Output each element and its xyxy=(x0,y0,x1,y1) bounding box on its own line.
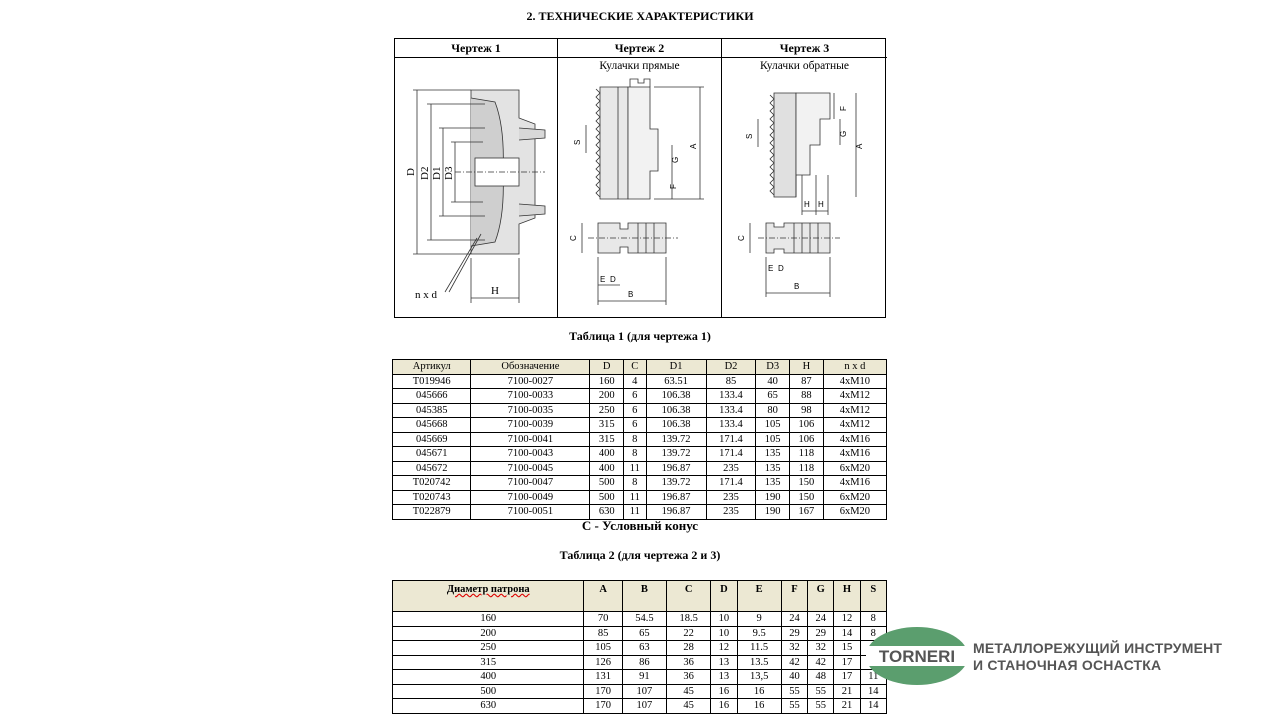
table1-header-cell: D1 xyxy=(646,360,706,375)
table2-cell: 42 xyxy=(781,655,807,670)
table1-cell: 190 xyxy=(756,490,790,505)
table1-cell: 400 xyxy=(590,461,624,476)
table2-cell: 107 xyxy=(622,684,666,699)
table1-cell: 160 xyxy=(590,374,624,389)
table1-cell: 106 xyxy=(790,432,824,447)
table1-cell: 11 xyxy=(624,505,646,520)
table2-cell: 13,5 xyxy=(737,670,781,685)
drawing-1-cell xyxy=(395,39,558,317)
table1-row xyxy=(393,490,887,505)
table2-cell: 29 xyxy=(808,626,834,641)
table2-cell: 400 xyxy=(393,670,584,685)
table1-cell: 106 xyxy=(790,418,824,433)
table1-cell: 500 xyxy=(590,490,624,505)
drawing-1-chuck-diagram xyxy=(395,58,557,318)
label-H: H xyxy=(491,285,499,297)
label-C3: C xyxy=(737,235,746,241)
table2-cell: 36 xyxy=(667,655,711,670)
drawing-2-jaw-diagram xyxy=(558,75,721,317)
table2-row xyxy=(393,612,887,627)
table1-cell: 196.87 xyxy=(646,505,706,520)
table1-cell: 200 xyxy=(590,389,624,404)
torneri-logo xyxy=(866,627,968,685)
table1-cell: 135 xyxy=(756,447,790,462)
table2-cell: 32 xyxy=(781,641,807,656)
table1-header-cell: n x d xyxy=(823,360,886,375)
table2-cell: 9 xyxy=(737,612,781,627)
table2-cell: 17 xyxy=(834,670,860,685)
table1-cell: 4xM12 xyxy=(823,403,886,418)
label-F: F xyxy=(669,184,678,189)
table1-cell: 171.4 xyxy=(706,476,756,491)
table2-cell: 15 xyxy=(834,641,860,656)
label-B: B xyxy=(628,290,634,299)
table1-cell: 40 xyxy=(756,374,790,389)
table1-cell: 4xM12 xyxy=(823,418,886,433)
label-D: D xyxy=(405,168,417,176)
table2-cell: 36 xyxy=(667,670,711,685)
table2-cell: 14 xyxy=(860,684,886,699)
table2-cell: 48 xyxy=(808,670,834,685)
table2-cell: 91 xyxy=(622,670,666,685)
label-E: E xyxy=(600,275,606,284)
table2-cell: 10 xyxy=(711,612,737,627)
table1-row xyxy=(393,403,887,418)
table1-cell: 118 xyxy=(790,447,824,462)
table1-cell: 4xM16 xyxy=(823,447,886,462)
table1-cell: 105 xyxy=(756,418,790,433)
table1-cell: 135 xyxy=(756,476,790,491)
table1-cell: 045672 xyxy=(393,461,471,476)
table1-cell: 80 xyxy=(756,403,790,418)
table1-cell: 045669 xyxy=(393,432,471,447)
table2-cell: 9.5 xyxy=(737,626,781,641)
section-title: 2. ТЕХНИЧЕСКИЕ ХАРАКТЕРИСТИКИ xyxy=(526,9,754,23)
table1-cell: 63.51 xyxy=(646,374,706,389)
table1-cell: 106.38 xyxy=(646,389,706,404)
table2-cell: 24 xyxy=(781,612,807,627)
label-A: A xyxy=(689,143,698,149)
table2-cell: 55 xyxy=(808,699,834,714)
table2-cell: 8 xyxy=(860,612,886,627)
table2-cell: 126 xyxy=(584,655,622,670)
table1-cell: T020743 xyxy=(393,490,471,505)
table1-header-cell: C xyxy=(624,360,646,375)
table1-cell: 7100-0027 xyxy=(471,374,590,389)
table1-cell: 400 xyxy=(590,447,624,462)
table1-cell: 6xM20 xyxy=(823,461,886,476)
label-C: C xyxy=(569,235,578,241)
logo-text: TORNERI xyxy=(878,647,956,666)
table1-row xyxy=(393,447,887,462)
table2-cell: 32 xyxy=(808,641,834,656)
table2-cell: 40 xyxy=(781,670,807,685)
table1-cell: 235 xyxy=(706,505,756,520)
drawing-3-jaw-diagram xyxy=(722,75,886,317)
table2-cell: 14 xyxy=(860,699,886,714)
table2-cell: 21 xyxy=(834,684,860,699)
table2-header-cell: C xyxy=(667,581,711,612)
table2-cell: 55 xyxy=(808,684,834,699)
table1-cell: 500 xyxy=(590,476,624,491)
drawing-2-subtitle: Кулачки прямые xyxy=(599,60,680,72)
table1-cell: 630 xyxy=(590,505,624,520)
label-F3: F xyxy=(839,106,848,111)
table2-cell: 55 xyxy=(781,684,807,699)
table1-body xyxy=(393,374,887,519)
table1-cell: 196.87 xyxy=(646,461,706,476)
table1-cell: 171.4 xyxy=(706,432,756,447)
table2-cell: 29 xyxy=(781,626,807,641)
table1-cell: 106.38 xyxy=(646,403,706,418)
table2-row xyxy=(393,626,887,641)
table1-cell: 315 xyxy=(590,432,624,447)
table1-cell: 7100-0049 xyxy=(471,490,590,505)
brand-tagline xyxy=(973,640,1222,674)
table1-cell: 6 xyxy=(624,418,646,433)
table1-cell: 11 xyxy=(624,490,646,505)
table1-cell: 045666 xyxy=(393,389,471,404)
table2-cell: 16 xyxy=(737,684,781,699)
drawing-2-cell xyxy=(558,39,722,317)
label-A3: A xyxy=(855,143,864,149)
table2-cell: 42 xyxy=(808,655,834,670)
cone-note: С - Условный конус xyxy=(581,518,699,533)
table1-header-cell: D3 xyxy=(756,360,790,375)
drawing-3-subtitle: Кулачки обратные xyxy=(759,60,849,72)
table2-cell: 65 xyxy=(622,626,666,641)
label-D3: D3 xyxy=(443,166,455,180)
table1-cell: 4xM16 xyxy=(823,476,886,491)
table1-cell: 171.4 xyxy=(706,447,756,462)
table2-cell: 86 xyxy=(622,655,666,670)
table2-header-cell: G xyxy=(808,581,834,612)
table1-cell: 196.87 xyxy=(646,490,706,505)
label-D-jaw: D xyxy=(610,275,616,284)
drawing-2-title: Чертеж 2 xyxy=(558,39,721,58)
table2-cell: 8 xyxy=(860,626,886,641)
table1-cell: 7100-0043 xyxy=(471,447,590,462)
table2-cell: 160 xyxy=(393,612,584,627)
table2-cell: 13 xyxy=(711,655,737,670)
table1-cell: T022879 xyxy=(393,505,471,520)
table1-cell: 4xM12 xyxy=(823,389,886,404)
table2-header-cell: F xyxy=(781,581,807,612)
table1-cell: 235 xyxy=(706,490,756,505)
table2-cell: 63 xyxy=(622,641,666,656)
table1-cell: 250 xyxy=(590,403,624,418)
table2-cell: 54.5 xyxy=(622,612,666,627)
label-D2: D2 xyxy=(419,166,431,180)
table1-cell: 190 xyxy=(756,505,790,520)
table2-row xyxy=(393,641,887,656)
table1-header-cell: D xyxy=(590,360,624,375)
label-S: S xyxy=(573,139,582,145)
table1-header-row xyxy=(393,360,887,375)
label-B3: B xyxy=(794,282,800,291)
table1-cell: 6 xyxy=(624,403,646,418)
table1-cell: 133.4 xyxy=(706,389,756,404)
table1-cell: 235 xyxy=(706,461,756,476)
table2-cell: 70 xyxy=(584,612,622,627)
table1-row xyxy=(393,476,887,491)
table2-row xyxy=(393,655,887,670)
label-H3b: H xyxy=(818,200,824,209)
table1-cell: T020742 xyxy=(393,476,471,491)
label-S3: S xyxy=(745,133,754,139)
table1-cell: 98 xyxy=(790,403,824,418)
table1-cell: 133.4 xyxy=(706,418,756,433)
table1-row xyxy=(393,461,887,476)
table1-cell: 8 xyxy=(624,476,646,491)
table2-cell: 85 xyxy=(584,626,622,641)
table1-cell: 7100-0045 xyxy=(471,461,590,476)
table2-header-cell: B xyxy=(622,581,666,612)
table2-cell: 131 xyxy=(584,670,622,685)
table2-cell: 21 xyxy=(834,699,860,714)
table1-cell: 150 xyxy=(790,476,824,491)
drawings-table xyxy=(394,38,886,318)
table2-cell: 11 xyxy=(860,670,886,685)
table2-cell: 170 xyxy=(584,684,622,699)
table2-cell: 10 xyxy=(711,626,737,641)
table2-cell: 315 xyxy=(393,655,584,670)
table1-header-cell: H xyxy=(790,360,824,375)
table1-cell: 139.72 xyxy=(646,432,706,447)
table2-cell: 13.5 xyxy=(737,655,781,670)
table1-cell: 11 xyxy=(624,461,646,476)
table2-cell: 45 xyxy=(667,699,711,714)
table2-cell: 55 xyxy=(781,699,807,714)
table1-cell: 135 xyxy=(756,461,790,476)
drawing-3-cell xyxy=(722,39,887,317)
table1-cell: 045668 xyxy=(393,418,471,433)
table1-cell: 4 xyxy=(624,374,646,389)
table1-cell: 6xM20 xyxy=(823,490,886,505)
table2-body xyxy=(393,612,887,714)
label-G3: G xyxy=(839,130,848,137)
label-nxd: n x d xyxy=(415,289,437,301)
table2-cell: 12 xyxy=(834,612,860,627)
table1-cell: 7100-0039 xyxy=(471,418,590,433)
table1-cell: 167 xyxy=(790,505,824,520)
table1-header-cell: Обозначение xyxy=(471,360,590,375)
table1-cell: 139.72 xyxy=(646,447,706,462)
table2-header-cell: H xyxy=(834,581,860,612)
table1-cell: 150 xyxy=(790,490,824,505)
table2-cell: 12 xyxy=(711,641,737,656)
table2-cell: 170 xyxy=(584,699,622,714)
brand-line-2: И СТАНОЧНАЯ ОСНАСТКА xyxy=(973,657,1162,673)
table1-cell: 4xM16 xyxy=(823,432,886,447)
table1-cell: 045671 xyxy=(393,447,471,462)
table2-cell: 11.5 xyxy=(737,641,781,656)
table2-cell: 17 xyxy=(834,655,860,670)
table2-cell: 18.5 xyxy=(667,612,711,627)
table2-header-cell: D xyxy=(711,581,737,612)
label-H3a: H xyxy=(804,200,810,209)
label-G: G xyxy=(671,156,680,163)
table2-header-cell: A xyxy=(584,581,622,612)
table1 xyxy=(392,359,887,520)
table2-cell: 630 xyxy=(393,699,584,714)
table2-row xyxy=(393,699,887,714)
table2-cell: 200 xyxy=(393,626,584,641)
table1-caption: Таблица 1 (для чертежа 1) xyxy=(569,329,711,343)
table1-cell: 7100-0041 xyxy=(471,432,590,447)
table2-header-cell: Диаметр патрона xyxy=(393,581,584,612)
table2-cell: 250 xyxy=(393,641,584,656)
brand-line-1: МЕТАЛЛОРЕЖУЩИЙ ИНСТРУМЕНТ xyxy=(973,640,1223,656)
table1-cell: 045385 xyxy=(393,403,471,418)
table2-row xyxy=(393,670,887,685)
table1-cell: 8 xyxy=(624,447,646,462)
table2-cell: 22 xyxy=(667,626,711,641)
table1-cell: 7100-0047 xyxy=(471,476,590,491)
table2-caption: Таблица 2 (для чертежа 2 и 3) xyxy=(559,548,721,562)
table1-cell: 87 xyxy=(790,374,824,389)
table1-row xyxy=(393,505,887,520)
table2-header-cell: E xyxy=(737,581,781,612)
table1-cell: 65 xyxy=(756,389,790,404)
table2-row xyxy=(393,684,887,699)
table2-cell: 105 xyxy=(584,641,622,656)
table1-cell: T019946 xyxy=(393,374,471,389)
table1-row xyxy=(393,432,887,447)
label-D1: D1 xyxy=(431,166,443,180)
table1-cell: 88 xyxy=(790,389,824,404)
table2-cell: 107 xyxy=(622,699,666,714)
table2-cell: 500 xyxy=(393,684,584,699)
table2-header-row xyxy=(393,581,887,612)
table2-cell: 13 xyxy=(711,670,737,685)
table1-cell: 118 xyxy=(790,461,824,476)
label-E3: E xyxy=(768,264,774,273)
table1-cell: 315 xyxy=(590,418,624,433)
table2-cell: 16 xyxy=(711,684,737,699)
table2-cell: 16 xyxy=(711,699,737,714)
table1-cell: 139.72 xyxy=(646,476,706,491)
table1-cell: 85 xyxy=(706,374,756,389)
table1-cell: 7100-0051 xyxy=(471,505,590,520)
table1-header-cell: Артикул xyxy=(393,360,471,375)
drawing-1-title: Чертеж 1 xyxy=(395,39,557,58)
table1-row xyxy=(393,389,887,404)
table1-row xyxy=(393,418,887,433)
table1-cell: 133.4 xyxy=(706,403,756,418)
table1-row xyxy=(393,374,887,389)
table1-cell: 7100-0035 xyxy=(471,403,590,418)
table2-cell: 24 xyxy=(808,612,834,627)
drawing-3-title: Чертеж 3 xyxy=(722,39,887,58)
table2-cell: 28 xyxy=(667,641,711,656)
table2-cell: 16 xyxy=(737,699,781,714)
table1-cell: 105 xyxy=(756,432,790,447)
table1-header-cell: D2 xyxy=(706,360,756,375)
table1-cell: 6 xyxy=(624,389,646,404)
label-D3-jaw: D xyxy=(778,264,784,273)
table1-cell: 6xM20 xyxy=(823,505,886,520)
table1-cell: 8 xyxy=(624,432,646,447)
table2-header-cell: S xyxy=(860,581,886,612)
table2-cell: 45 xyxy=(667,684,711,699)
table1-cell: 106.38 xyxy=(646,418,706,433)
table1-cell: 7100-0033 xyxy=(471,389,590,404)
table2 xyxy=(392,580,887,714)
table2-cell: 14 xyxy=(834,626,860,641)
table1-cell: 4xM10 xyxy=(823,374,886,389)
